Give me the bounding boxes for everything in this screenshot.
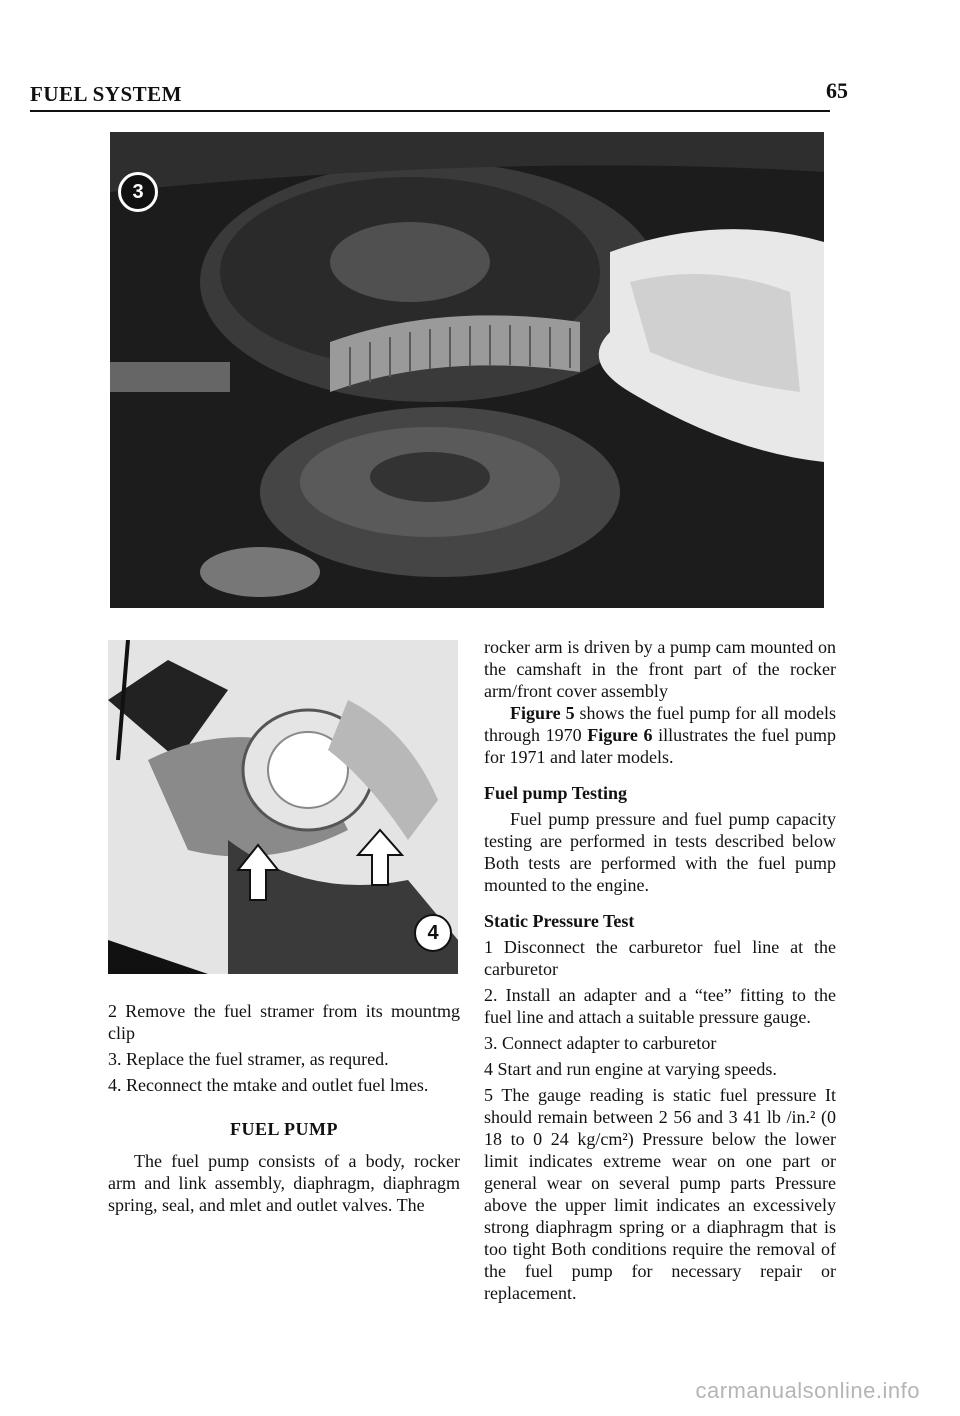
right-text-column [484, 636, 836, 1308]
left-text-column [108, 1000, 460, 1216]
static-step-1: 1 Disconnect the carburetor fuel line at the carburetor [484, 937, 836, 979]
watermark: carmanualsonline.info [695, 1378, 920, 1403]
figure-3-badge: 3 [118, 172, 158, 212]
static-step-3: 3. Connect adapter to carburetor [484, 1033, 717, 1053]
static-step-5: 5 The gauge reading is static fuel pressure It should remain between 2 56 and 3 41 lb /in.² (0 18 to 0 24 kg/cm²) Pressure below the lower limit indicates extreme wear on one part or general wear on several pump parts Pressure above the upper limit indicates an excessively strong diaphragm spring or a diaphragm that is too tight Both conditions require the removal of the fuel pump for necessary repair or replacement. [484, 1085, 836, 1303]
static-step-2: 2. Install an adapter and a “tee” fitting to the fuel line and attach a suitable pressure gauge. [484, 985, 836, 1027]
figure-reference-paragraph [484, 702, 836, 768]
figure-3-photo [110, 132, 824, 608]
figure-4-photo [108, 640, 458, 974]
header-rule [30, 110, 830, 112]
step-3: 3. Replace the fuel stramer, as requred. [108, 1049, 389, 1069]
step-2: 2 Remove the fuel stramer from its mountmg clip [108, 1001, 460, 1043]
fuel-pump-paragraph: The fuel pump consists of a body, rocker arm and link assembly, diaphragm, diaphragm spring, seal, and mlet and outlet valves. The [108, 1151, 460, 1215]
figure-6-ref: Figure 6 [587, 725, 653, 745]
static-pressure-heading: Static Pressure Test [484, 911, 635, 931]
testing-paragraph: Fuel pump pressure and fuel pump capacity testing are performed in tests described below Both tests are performed with the fuel pump mounted to the engine. [484, 809, 836, 895]
page-number: 65 [826, 78, 848, 103]
running-header-title: FUEL SYSTEM [30, 82, 182, 106]
figure-ref-text-b: illustrates the fuel pump for 1971 and later models. [484, 725, 837, 767]
rocker-arm-paragraph: rocker arm is driven by a pump cam mounted on the camshaft in the front part of the rocker arm/front cover assembly [484, 637, 836, 701]
figure-5-ref: Figure 5 [510, 703, 575, 723]
figure-4-badge: 4 [414, 914, 452, 952]
fuel-pump-testing-heading: Fuel pump Testing [484, 783, 628, 803]
static-step-4: 4 Start and run engine at varying speeds. [484, 1059, 777, 1079]
step-4: 4. Reconnect the mtake and outlet fuel lmes. [108, 1075, 429, 1095]
figure-ref-text-a: shows the fuel pump for all models through 1970 [484, 703, 836, 745]
fuel-pump-heading: FUEL PUMP [230, 1119, 338, 1139]
